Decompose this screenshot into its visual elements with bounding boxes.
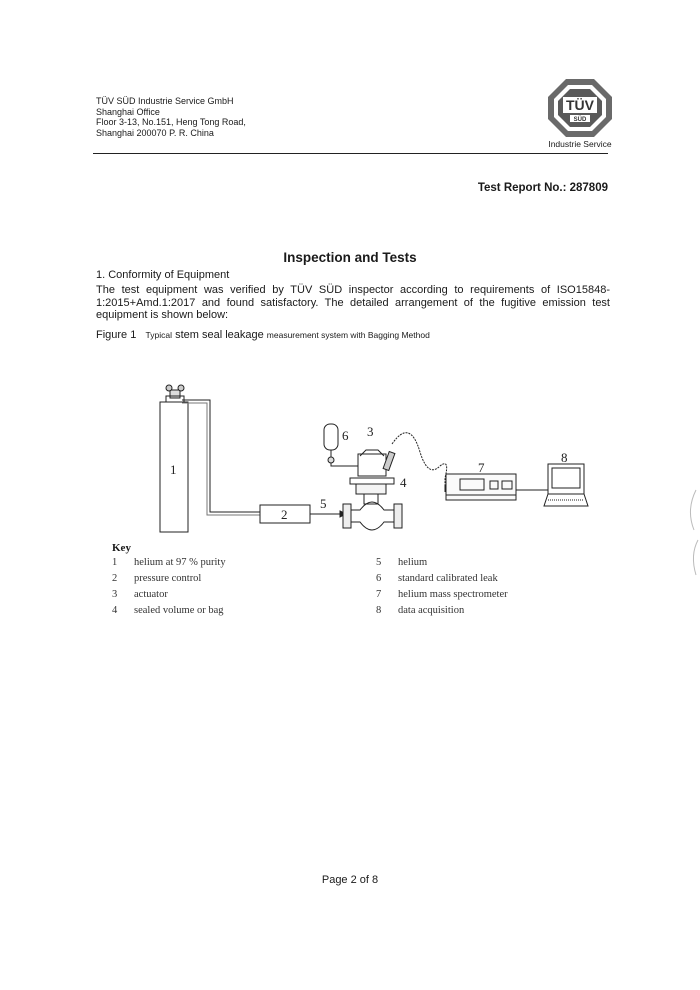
key-item [112,589,168,600]
figure-caption-part: Typical [145,330,172,340]
key-item [112,573,201,584]
calibrated-leak [324,424,358,466]
key-item [376,573,498,584]
figure-caption-part: measurement system with Bagging Method [266,330,430,340]
diagram-label-6: 6 [342,428,349,443]
key-number: 5 [376,557,382,568]
key-item [376,557,427,568]
key-item [376,605,464,616]
logo-caption: Industrie Service [548,139,612,149]
logo-main-text: TÜV [566,97,594,113]
address-line: Floor 3-13, No.151, Heng Tong Road, [96,117,246,127]
report-number: Test Report No.: 287809 [477,182,608,194]
diagram-label-5: 5 [320,496,327,511]
key-number: 3 [112,589,118,600]
key-text: standard calibrated leak [398,573,498,584]
key-number: 1 [112,557,118,568]
key-item [376,589,508,600]
key-text: sealed volume or bag [134,605,224,616]
section-title: Inspection and Tests [283,250,417,265]
address-line: Shanghai 200070 P. R. China [96,127,214,138]
key-text: pressure control [134,573,202,584]
diagram-label-3: 3 [367,424,374,439]
key-number: 7 [376,589,382,600]
key-title: Key [112,542,131,554]
key-text: data acquisition [398,605,465,616]
diagram-label-4: 4 [400,475,407,490]
tuv-logo [546,77,614,139]
address-line: TÜV SÜD Industrie Service GmbH [96,96,234,106]
diagram-label-2: 2 [281,507,288,522]
diagram-label-1: 1 [170,462,177,477]
subsection-heading: 1. Conformity of Equipment [96,269,230,281]
key-text: helium at 97 % purity [134,557,226,568]
scan-edge-artifact [676,480,700,600]
figure-caption [96,329,430,341]
helium-mass-spectrometer [446,474,516,500]
data-acquisition-computer [544,464,588,506]
company-address [96,96,246,138]
key-number: 2 [112,573,118,584]
test-setup-diagram [110,382,610,542]
key-item [112,605,224,616]
key-number: 6 [376,573,382,584]
key-number: 8 [376,605,382,616]
helium-cylinder [160,385,188,532]
actuator [358,450,395,476]
page-number: Page 2 of 8 [321,874,379,886]
figure-caption-part: stem seal leakage [175,329,264,341]
key-text: helium [398,557,428,568]
key-text: helium mass spectrometer [398,589,508,600]
key-text: actuator [134,589,168,600]
valve [343,478,402,530]
key-number: 4 [112,605,118,616]
address-line: Shanghai Office [96,106,160,117]
header-divider [93,153,608,154]
body-paragraph: The test equipment was verified by TÜV SÜD inspector according to requirements of ISO15848-1:2015+Amd.1:2017 and found satisfactory. The detailed arrangement of the fugitive emission test equipment is shown below: [96,284,610,321]
diagram-label-8: 8 [561,450,568,465]
key-item [112,557,226,568]
logo-sub-text: SÜD [573,117,587,123]
figure-label: Figure 1 [96,329,137,341]
diagram-label-7: 7 [478,460,485,475]
